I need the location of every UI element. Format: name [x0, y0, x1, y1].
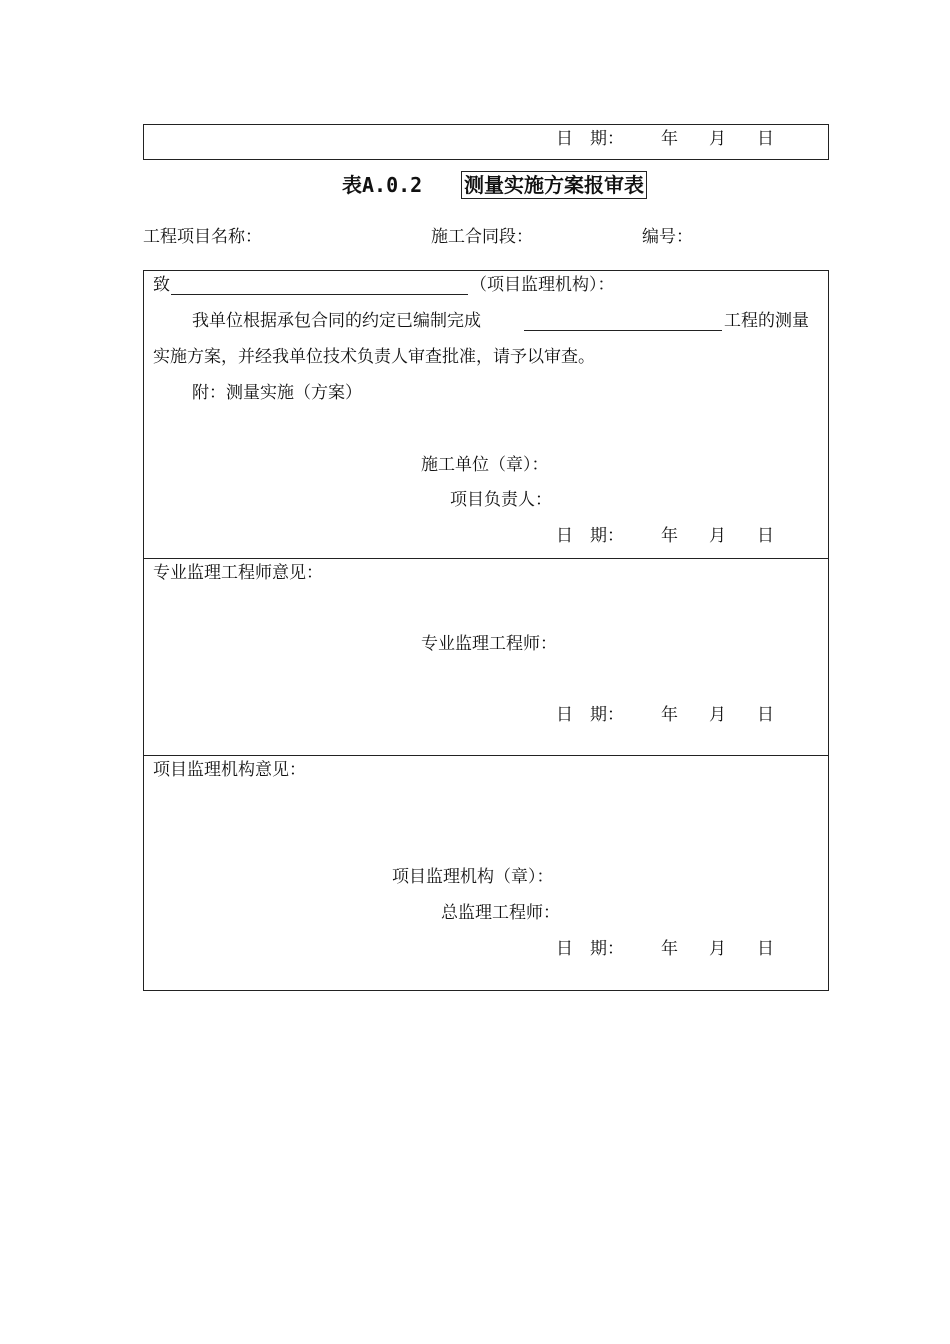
date-month: 月 — [709, 705, 726, 725]
date-label: 日 期： — [556, 526, 624, 546]
date-year: 年 — [661, 705, 678, 725]
supervision-opinion-label: 项目监理机构意见： — [153, 760, 306, 780]
specialist-opinion-label: 专业监理工程师意见： — [153, 563, 323, 583]
to-prefix: 致 — [153, 275, 170, 295]
date-year: 年 — [661, 526, 678, 546]
section-divider-2 — [143, 755, 829, 756]
supervision-org-seal: 项目监理机构（章）： — [392, 867, 554, 887]
form-name: 测量实施方案报审表 — [461, 171, 647, 199]
specialist-engineer-label: 专业监理工程师： — [421, 634, 557, 654]
number-label: 编号： — [642, 227, 693, 247]
body-line1-a: 我单位根据承包合同的约定已编制完成 — [192, 311, 481, 331]
date-label: 日 期： — [556, 705, 624, 725]
date-day: 日 — [757, 129, 774, 149]
date-day: 日 — [757, 939, 774, 959]
body-line1-b: 工程的测量 — [724, 311, 809, 331]
chief-engineer-label: 总监理工程师： — [441, 903, 560, 923]
project-blank-line[interactable] — [524, 330, 722, 331]
form-code: 表A.0.2 — [342, 173, 423, 197]
section-divider-1 — [143, 558, 829, 559]
date-month: 月 — [709, 939, 726, 959]
date-day: 日 — [757, 705, 774, 725]
top-date-row — [0, 131, 950, 151]
body-line2: 实施方案，并经我单位技术负责人审查批准，请予以审查。 — [153, 347, 595, 367]
recipient-blank-line[interactable] — [171, 294, 468, 295]
attachment-line: 附：测量实施（方案） — [192, 383, 362, 403]
date-day: 日 — [757, 526, 774, 546]
section1-date-row — [0, 528, 950, 548]
project-name-label: 工程项目名称： — [143, 227, 262, 247]
construction-unit-seal: 施工单位（章）： — [421, 455, 549, 475]
to-suffix: （项目监理机构）： — [470, 275, 615, 295]
project-manager-label: 项目负责人： — [450, 490, 552, 510]
form-title — [342, 175, 647, 196]
date-label: 日 期： — [556, 939, 624, 959]
date-year: 年 — [661, 939, 678, 959]
date-label: 日 期： — [556, 129, 624, 149]
date-year: 年 — [661, 129, 678, 149]
section2-date-row — [0, 707, 950, 727]
contract-section-label: 施工合同段： — [431, 227, 533, 247]
section3-date-row — [0, 941, 950, 961]
date-month: 月 — [709, 526, 726, 546]
date-month: 月 — [709, 129, 726, 149]
